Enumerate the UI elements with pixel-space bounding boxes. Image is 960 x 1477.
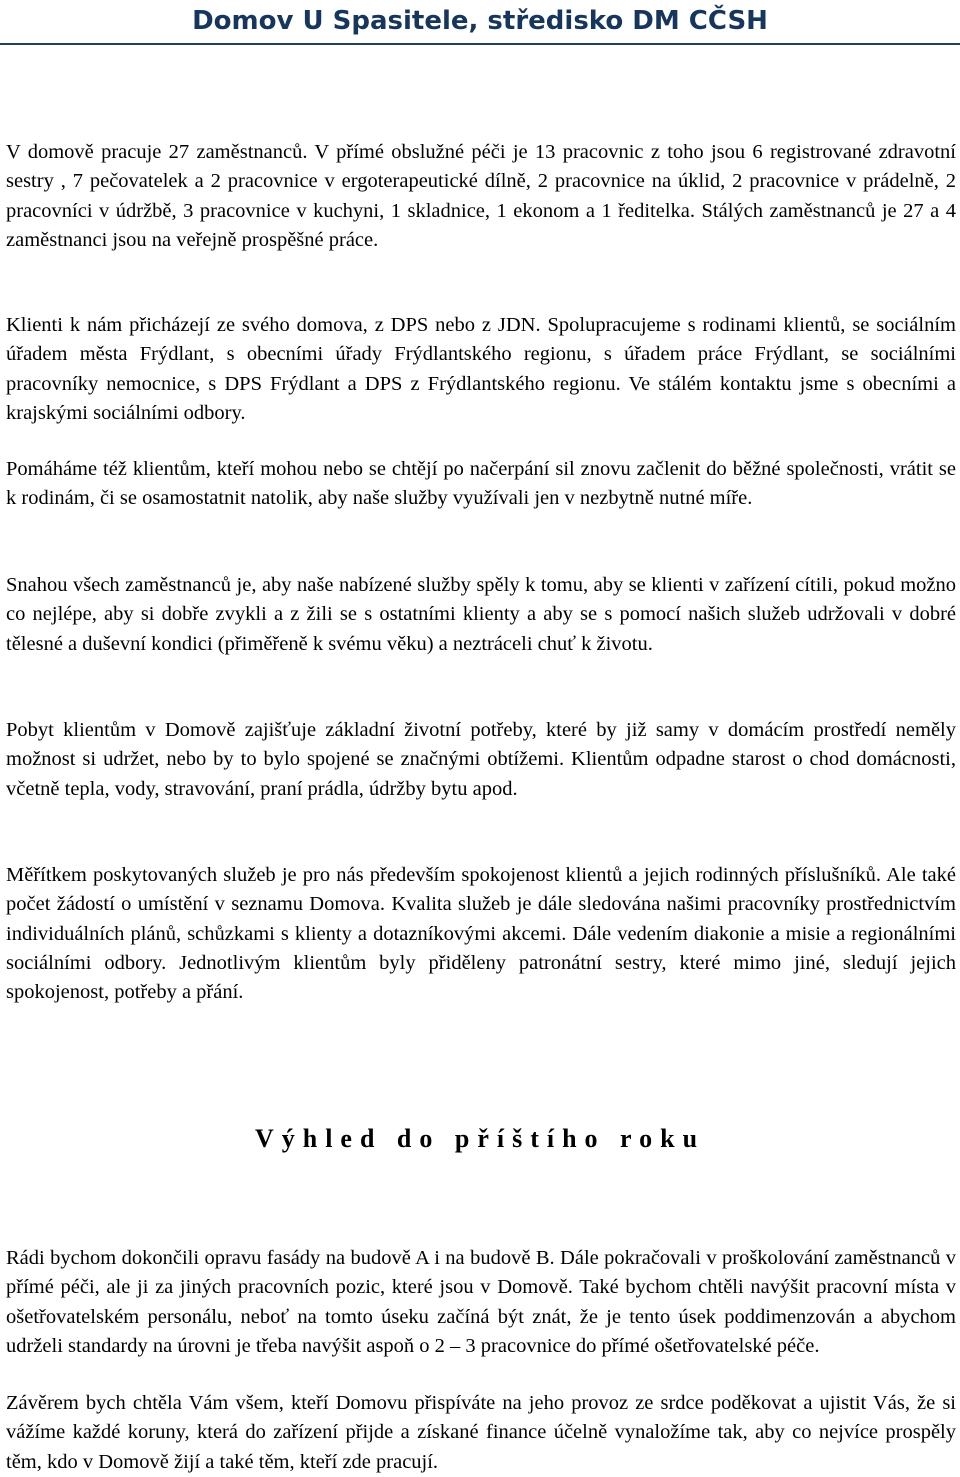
paragraph-outlook-plans: Rádi bychom dokončili opravu fasády na budově A i na budově B. Dále pokračovali v proškolování zaměstnanců v přímé péči, ale ji za jiných pracovních pozic, které jsou v Domově. Také bychom chtěli navýšit pracovní místa v ošetřovatelském personálu, neboť na tomto úseku začíná být znát, že je tento úsek poddimenzován a abychom udrželi standardy na úrovni je třeba navýšit aspoň o 2 – 3 pracovnice do přímé ošetřovatelské péče. <box>6 1247 956 1357</box>
page-header <box>0 0 960 47</box>
paragraph-closing-thanks: Závěrem bych chtěla Vám všem, kteří Domovu přispíváte na jeho provoz ze srdce poděkovat a ujistit Vás, že si vážíme každé koruny, která do zařízení přijde a získané finance účelně vynaložíme tak, aby co nejvíce prospěly těm, kdo v Domově žijí a také těm, kteří zde pracují. <box>6 1392 956 1473</box>
header-divider <box>0 43 960 45</box>
paragraph-clients-origin: Klienti k nám přicházejí ze svého domova, z DPS nebo z JDN. Spolupracujeme s rodinami klientů, se sociálním úřadem města Frýdlant, s obecními úřady Frýdlantského regionu, s úřadem práce Frýdlant, se sociálními pracovníky nemocnice, s DPS Frýdlant a DPS z Frýdlantského regionu. Ve stálém kontaktu jsme s obecními a krajskými sociálními odbory. <box>6 314 956 424</box>
header-title: Domov U Spasitele, středisko DM CČSH <box>192 6 768 36</box>
paragraph-reintegration: Pomáháme též klientům, kteří mohou nebo se chtějí po načerpání sil znovu začlenit do běžné společnosti, vrátit se k rodinám, či se osamostatnit natolik, aby naše služby využívali jen v nezbytně nutné míře. <box>6 458 956 510</box>
paragraph-staff: V domově pracuje 27 zaměstnanců. V přímé obslužné péči je 13 pracovnic z toho jsou 6 registrované zdravotní sestry , 7 pečovatelek a 2 pracovnice v ergoterapeutické dílně, 2 pracovnice na úklid, 2 pracovnice v prádelně, 2 pracovníci v údržbě, 3 pracovnice v kuchyni, 1 skladnice, 1 ekonom a 1 ředitelka. Stálých zaměstnanců je 27 a 4 zaměstnanci jsou na veřejně prospěšné práce. <box>6 141 956 251</box>
section-heading-outlook: Výhled do příštího roku <box>254 1124 706 1153</box>
paragraph-quality: Měřítkem poskytovaných služeb je pro nás především spokojenost klientů a jejich rodinných příslušníků. Ale také počet žádostí o umístění v seznamu Domova. Kvalita služeb je dále sledována našimi pracovníky prostřednictvím individuálních plánů, schůzkami s klienty a dotazníkovými akcemi. Dále vedením diakonie a misie a regionálními sociálními odbory. Jednotlivým klientům byly přiděleny patronátní sestry, které mimo jiné, sledují jejich spokojenost, potřeby a přání. <box>6 864 956 1004</box>
paragraph-staff-goal: Snahou všech zaměstnanců je, aby naše nabízené služby spěly k tomu, aby se klienti v zařízení cítili, pokud možno co nejlépe, aby si dobře zvykli a z žili se s ostatními klienty a aby se s pomocí našich služeb udržovali v dobré tělesné a duševní kondici (přiměřeně k svému věku) a neztráceli chuť k životu. <box>6 574 956 655</box>
paragraph-stay: Pobyt klientům v Domově zajišťuje základní životní potřeby, které by již samy v domácím prostředí neměly možnost si udržet, nebo by to bylo spojené se značnými obtížemi. Klientům odpadne starost o chod domácnosti, včetně tepla, vody, stravování, praní prádla, údržby bytu apod. <box>6 719 956 800</box>
